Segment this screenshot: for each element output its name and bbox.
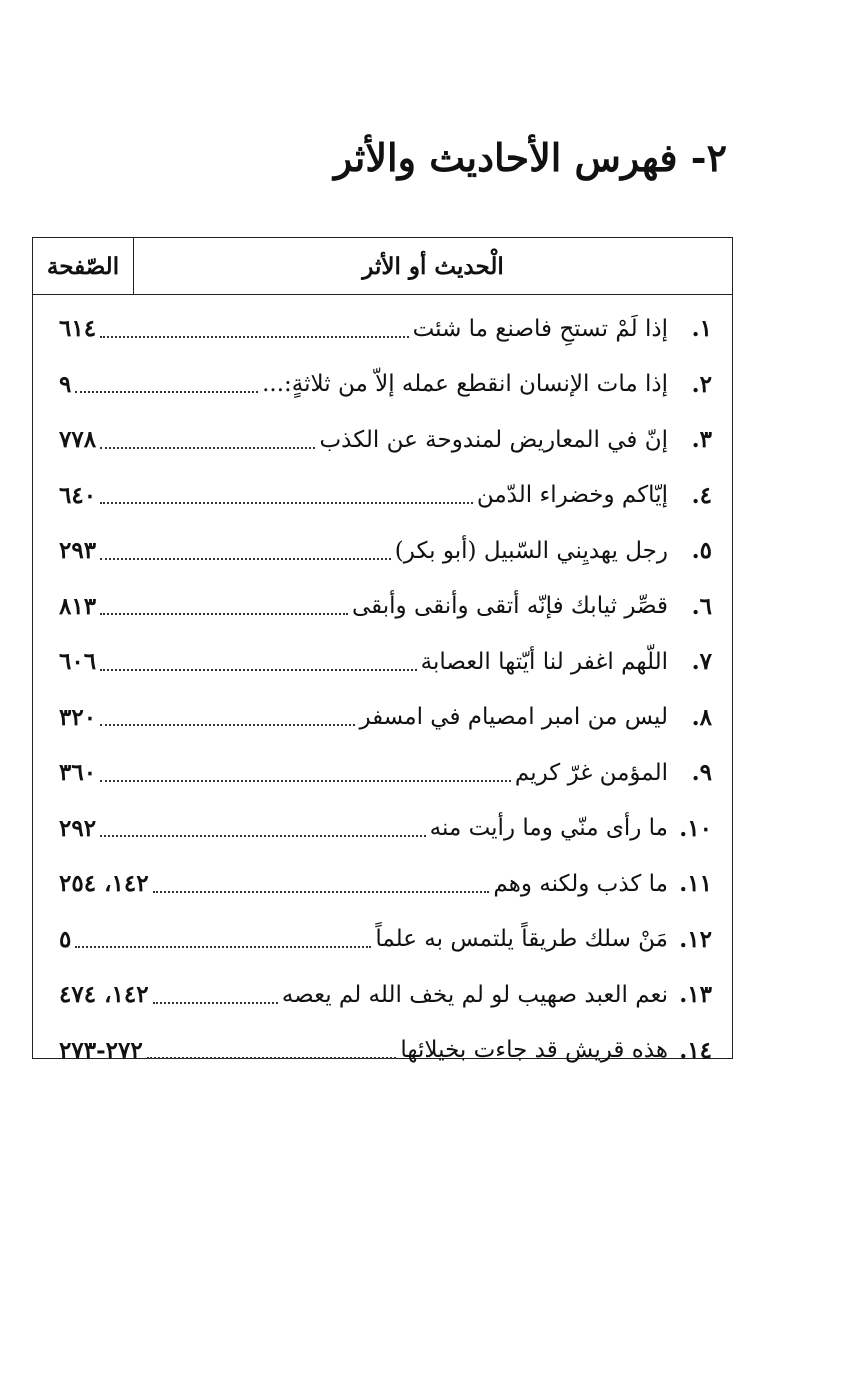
row-number: ١. bbox=[691, 315, 712, 343]
page-number: ٨١٣ bbox=[59, 592, 97, 620]
table-row bbox=[33, 690, 732, 746]
hadith-text: نعم العبد صهيب لو لم يخف الله لم يعصه bbox=[281, 981, 668, 1008]
row-number: ٢. bbox=[691, 370, 712, 398]
dot-leader bbox=[100, 558, 391, 560]
page-number: ٩ bbox=[59, 370, 72, 398]
page-number: ٢٧٢-٢٧٣ bbox=[59, 1036, 143, 1064]
page-number: ٣٢٠ bbox=[59, 703, 97, 731]
hadith-text: إيّاكم وخضراء الدّمن bbox=[476, 482, 668, 509]
dot-leader bbox=[100, 835, 426, 837]
table-row bbox=[33, 856, 732, 912]
page-number: ٥ bbox=[59, 925, 72, 953]
hadith-index-table bbox=[32, 237, 733, 1064]
row-number: ١١. bbox=[679, 870, 712, 898]
hadith-text: اللّهم اغفر لنا أيّتها العصابة bbox=[420, 648, 668, 675]
row-number: ٥. bbox=[691, 537, 712, 565]
page-number: ٢٩٢ bbox=[59, 814, 97, 842]
dot-leader bbox=[100, 780, 511, 782]
hadith-text: هذه قريش قد جاءت بخيلائها bbox=[400, 1037, 668, 1064]
table-row bbox=[33, 745, 732, 801]
table-header bbox=[33, 238, 732, 295]
row-number: ١٣. bbox=[679, 981, 712, 1009]
page-number: ٧٧٨ bbox=[59, 426, 97, 454]
page-number: ٣٦٠ bbox=[59, 759, 97, 787]
table-rows bbox=[33, 295, 732, 1078]
table-row bbox=[33, 1023, 732, 1079]
hadith-text: قصِّر ثيابك فإنّه أتقى وأنقى وأبقى bbox=[351, 593, 668, 620]
table-row bbox=[33, 579, 732, 635]
hadith-text: إذا مات الإنسان انقطع عمله إلاّ من ثلاثةٍ:... bbox=[262, 371, 668, 398]
page-number: ٦٤٠ bbox=[59, 481, 97, 509]
hadith-text: إذا لَمْ تستحِ فاصنع ما شئت bbox=[412, 315, 668, 342]
table-row bbox=[33, 634, 732, 690]
dot-leader bbox=[100, 502, 473, 504]
dot-leader bbox=[147, 1057, 397, 1059]
row-number: ٤. bbox=[691, 481, 712, 509]
table-row bbox=[33, 468, 732, 524]
hadith-text: إنّ في المعاريض لمندوحة عن الكذب bbox=[319, 426, 668, 453]
hadith-text: ليس من امبر امصيام في امسفر bbox=[359, 704, 668, 731]
dot-leader bbox=[153, 1002, 278, 1004]
row-number: ٣. bbox=[691, 426, 712, 454]
table-row bbox=[33, 967, 732, 1023]
row-number: ٩. bbox=[691, 759, 712, 787]
hadith-text: ما رأى منّي وما رأيت منه bbox=[429, 815, 668, 842]
page-number: ٦١٤ bbox=[59, 315, 97, 343]
table-row bbox=[33, 412, 732, 468]
row-number: ٦. bbox=[691, 592, 712, 620]
row-number: ١٠. bbox=[679, 814, 712, 842]
page-number: ٢٩٣ bbox=[59, 537, 97, 565]
hadith-text: ما كذب ولكنه وهم bbox=[493, 870, 668, 897]
row-number: ٨. bbox=[691, 703, 712, 731]
dot-leader bbox=[100, 336, 409, 338]
dot-leader bbox=[75, 391, 258, 393]
header-hadith-column: الْحديث أو الأثر bbox=[362, 252, 504, 280]
dot-leader bbox=[75, 946, 371, 948]
hadith-text: مَنْ سلك طريقاً يلتمس به علماً bbox=[375, 926, 668, 953]
dot-leader bbox=[100, 447, 315, 449]
hadith-text: المؤمن غرّ كريم bbox=[514, 759, 668, 786]
row-number: ٧. bbox=[691, 648, 712, 676]
header-page-column: الصّفحة bbox=[33, 238, 134, 294]
page-number: ١٤٢، ٢٥٤ bbox=[59, 870, 149, 898]
page-number: ١٤٢، ٤٧٤ bbox=[59, 981, 149, 1009]
table-row bbox=[33, 912, 732, 968]
row-number: ١٤. bbox=[679, 1036, 712, 1064]
page-number: ٦٠٦ bbox=[59, 648, 97, 676]
dot-leader bbox=[153, 891, 490, 893]
dot-leader bbox=[100, 613, 348, 615]
row-number: ١٢. bbox=[679, 925, 712, 953]
table-row bbox=[33, 301, 732, 357]
dot-leader bbox=[100, 724, 355, 726]
page-title: ٢- فهرس الأحاديث والأثر bbox=[333, 135, 727, 180]
dot-leader bbox=[100, 669, 417, 671]
table-row bbox=[33, 523, 732, 579]
hadith-text: رجل يهديِني السّبيل (أبو بكر) bbox=[394, 537, 668, 564]
table-row bbox=[33, 357, 732, 413]
table-row bbox=[33, 801, 732, 857]
